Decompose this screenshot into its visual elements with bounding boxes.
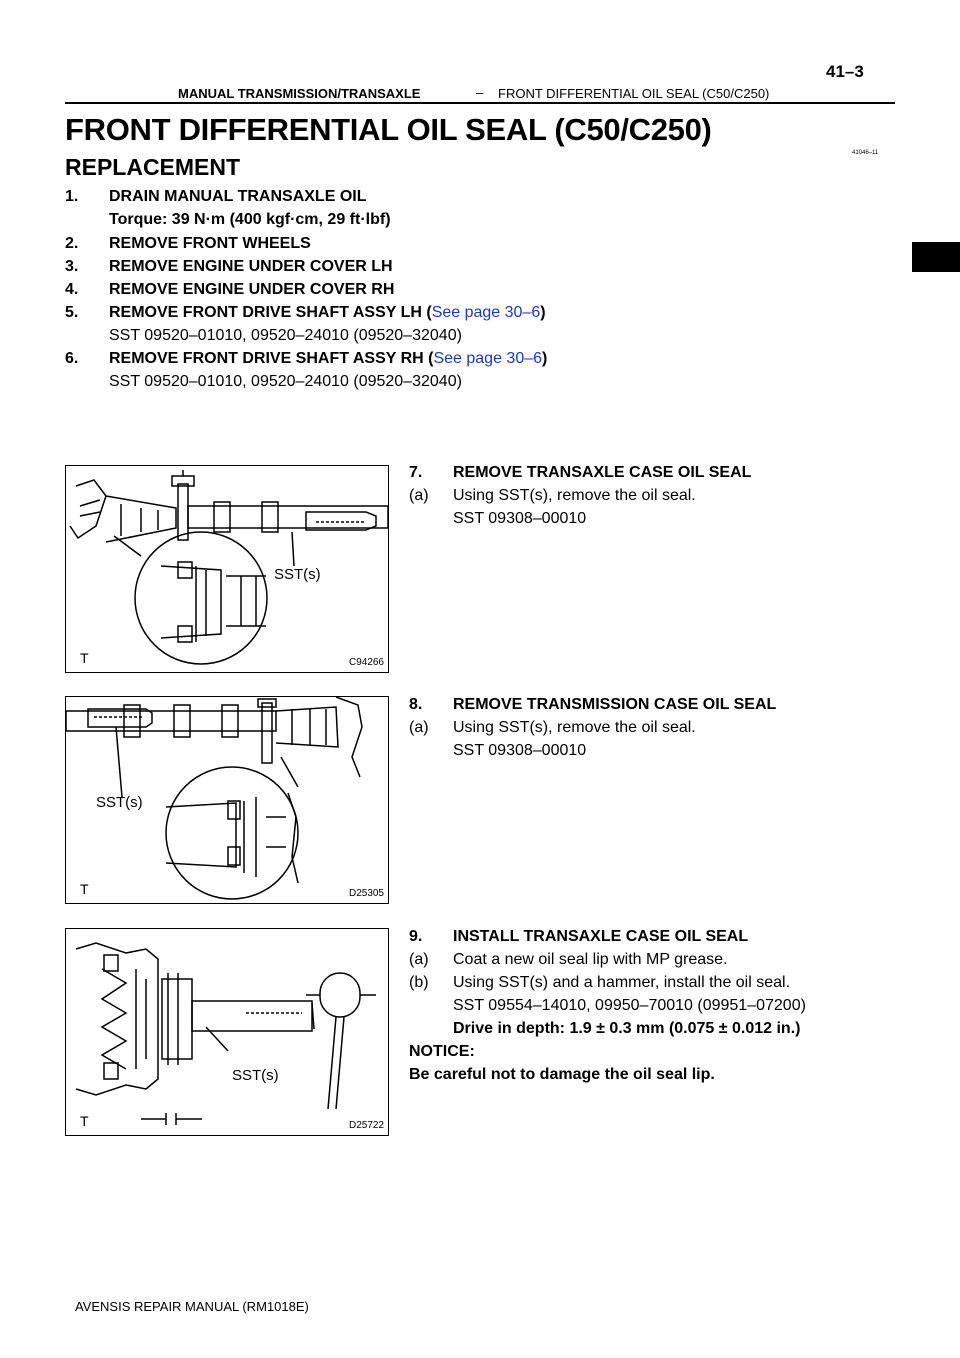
figure-callout-sst: SST(s) (96, 794, 143, 811)
substep-text: Coat a new oil seal lip with MP grease. (453, 951, 728, 968)
seal-installer-illustration (66, 929, 388, 1135)
notice-label: NOTICE: (409, 1043, 475, 1060)
sst-line: SST 09554–14010, 09950–70010 (09951–07200) (453, 997, 806, 1014)
page-number: 41–3 (826, 62, 864, 81)
substep-a (409, 951, 728, 969)
figure-mark: T (80, 1113, 89, 1129)
substep-marker: (a) (409, 951, 429, 968)
step-text: INSTALL TRANSAXLE CASE OIL SEAL (453, 928, 749, 945)
drive-depth-spec: Drive in depth: 1.9 ± 0.3 mm (0.075 ± 0.012 in.) (453, 1020, 801, 1037)
step-number: 9. (409, 928, 423, 945)
section-tab-marker (912, 242, 960, 272)
substep-a (409, 487, 696, 505)
seal-puller-illustration (66, 466, 388, 672)
figure-code: D25722 (348, 1120, 384, 1131)
step-text: REMOVE TRANSAXLE CASE OIL SEAL (453, 464, 752, 481)
step-number: 2. (65, 235, 79, 252)
header-section: MANUAL TRANSMISSION/TRANSAXLE (178, 86, 421, 101)
figure-callout-sst: SST(s) (232, 1067, 279, 1084)
step-text-close: ) (540, 304, 546, 321)
substep-b (409, 974, 791, 992)
step-number: 7. (409, 464, 423, 481)
step-number: 5. (65, 304, 79, 321)
sst-line: SST 09520–01010, 09520–24010 (09520–32040) (109, 327, 462, 344)
sst-line: SST 09308–00010 (453, 510, 587, 527)
step-number: 8. (409, 696, 423, 713)
step-text: DRAIN MANUAL TRANSAXLE OIL (109, 188, 367, 205)
figure-mark: T (80, 881, 89, 897)
see-page-link[interactable]: See page 30–6 (433, 350, 543, 367)
substep-marker: (a) (409, 487, 429, 504)
substep-text: Using SST(s), remove the oil seal. (453, 719, 696, 736)
notice-text: Be careful not to damage the oil seal lip. (409, 1066, 715, 1083)
substep-marker: (a) (409, 719, 429, 736)
page-title: FRONT DIFFERENTIAL OIL SEAL (C50/C250) (65, 112, 712, 147)
figure-d25722 (65, 928, 389, 1136)
footer-manual-id: AVENSIS REPAIR MANUAL (RM1018E) (75, 1299, 309, 1314)
torque-spec: Torque: 39 N·m (400 kgf·cm, 29 ft·lbf) (109, 211, 391, 228)
step-number: 1. (65, 188, 79, 205)
figure-d25305 (65, 696, 389, 904)
substep-marker: (b) (409, 974, 429, 991)
section-subtitle: REPLACEMENT (65, 154, 241, 180)
step-text: REMOVE FRONT DRIVE SHAFT ASSY RH ( (109, 350, 434, 367)
step-text: REMOVE TRANSMISSION CASE OIL SEAL (453, 696, 777, 713)
step-text: REMOVE FRONT DRIVE SHAFT ASSY LH ( (109, 304, 432, 321)
see-page-link[interactable]: See page 30–6 (431, 304, 541, 321)
reference-code: 41046–11 (852, 150, 879, 156)
substep-text: Using SST(s) and a hammer, install the oil seal. (453, 974, 791, 991)
header-rule (65, 102, 895, 104)
step-text: REMOVE FRONT WHEELS (109, 235, 311, 252)
figure-mark: T (80, 650, 89, 666)
header-subsection: FRONT DIFFERENTIAL OIL SEAL (C50/C250) (498, 86, 770, 101)
figure-callout-sst: SST(s) (274, 566, 321, 583)
sst-line: SST 09520–01010, 09520–24010 (09520–32040) (109, 373, 462, 390)
step-number: 6. (65, 350, 79, 367)
step-text-close: ) (542, 350, 548, 367)
figure-c94266 (65, 465, 389, 673)
header-separator: – (476, 85, 484, 100)
step-text: REMOVE ENGINE UNDER COVER LH (109, 258, 393, 275)
substep-a (409, 719, 696, 737)
figure-code: C94266 (348, 657, 384, 668)
substep-text: Using SST(s), remove the oil seal. (453, 487, 696, 504)
step-text: REMOVE ENGINE UNDER COVER RH (109, 281, 395, 298)
step-number: 3. (65, 258, 79, 275)
figure-code: D25305 (348, 888, 384, 899)
sst-line: SST 09308–00010 (453, 742, 587, 759)
step-number: 4. (65, 281, 79, 298)
